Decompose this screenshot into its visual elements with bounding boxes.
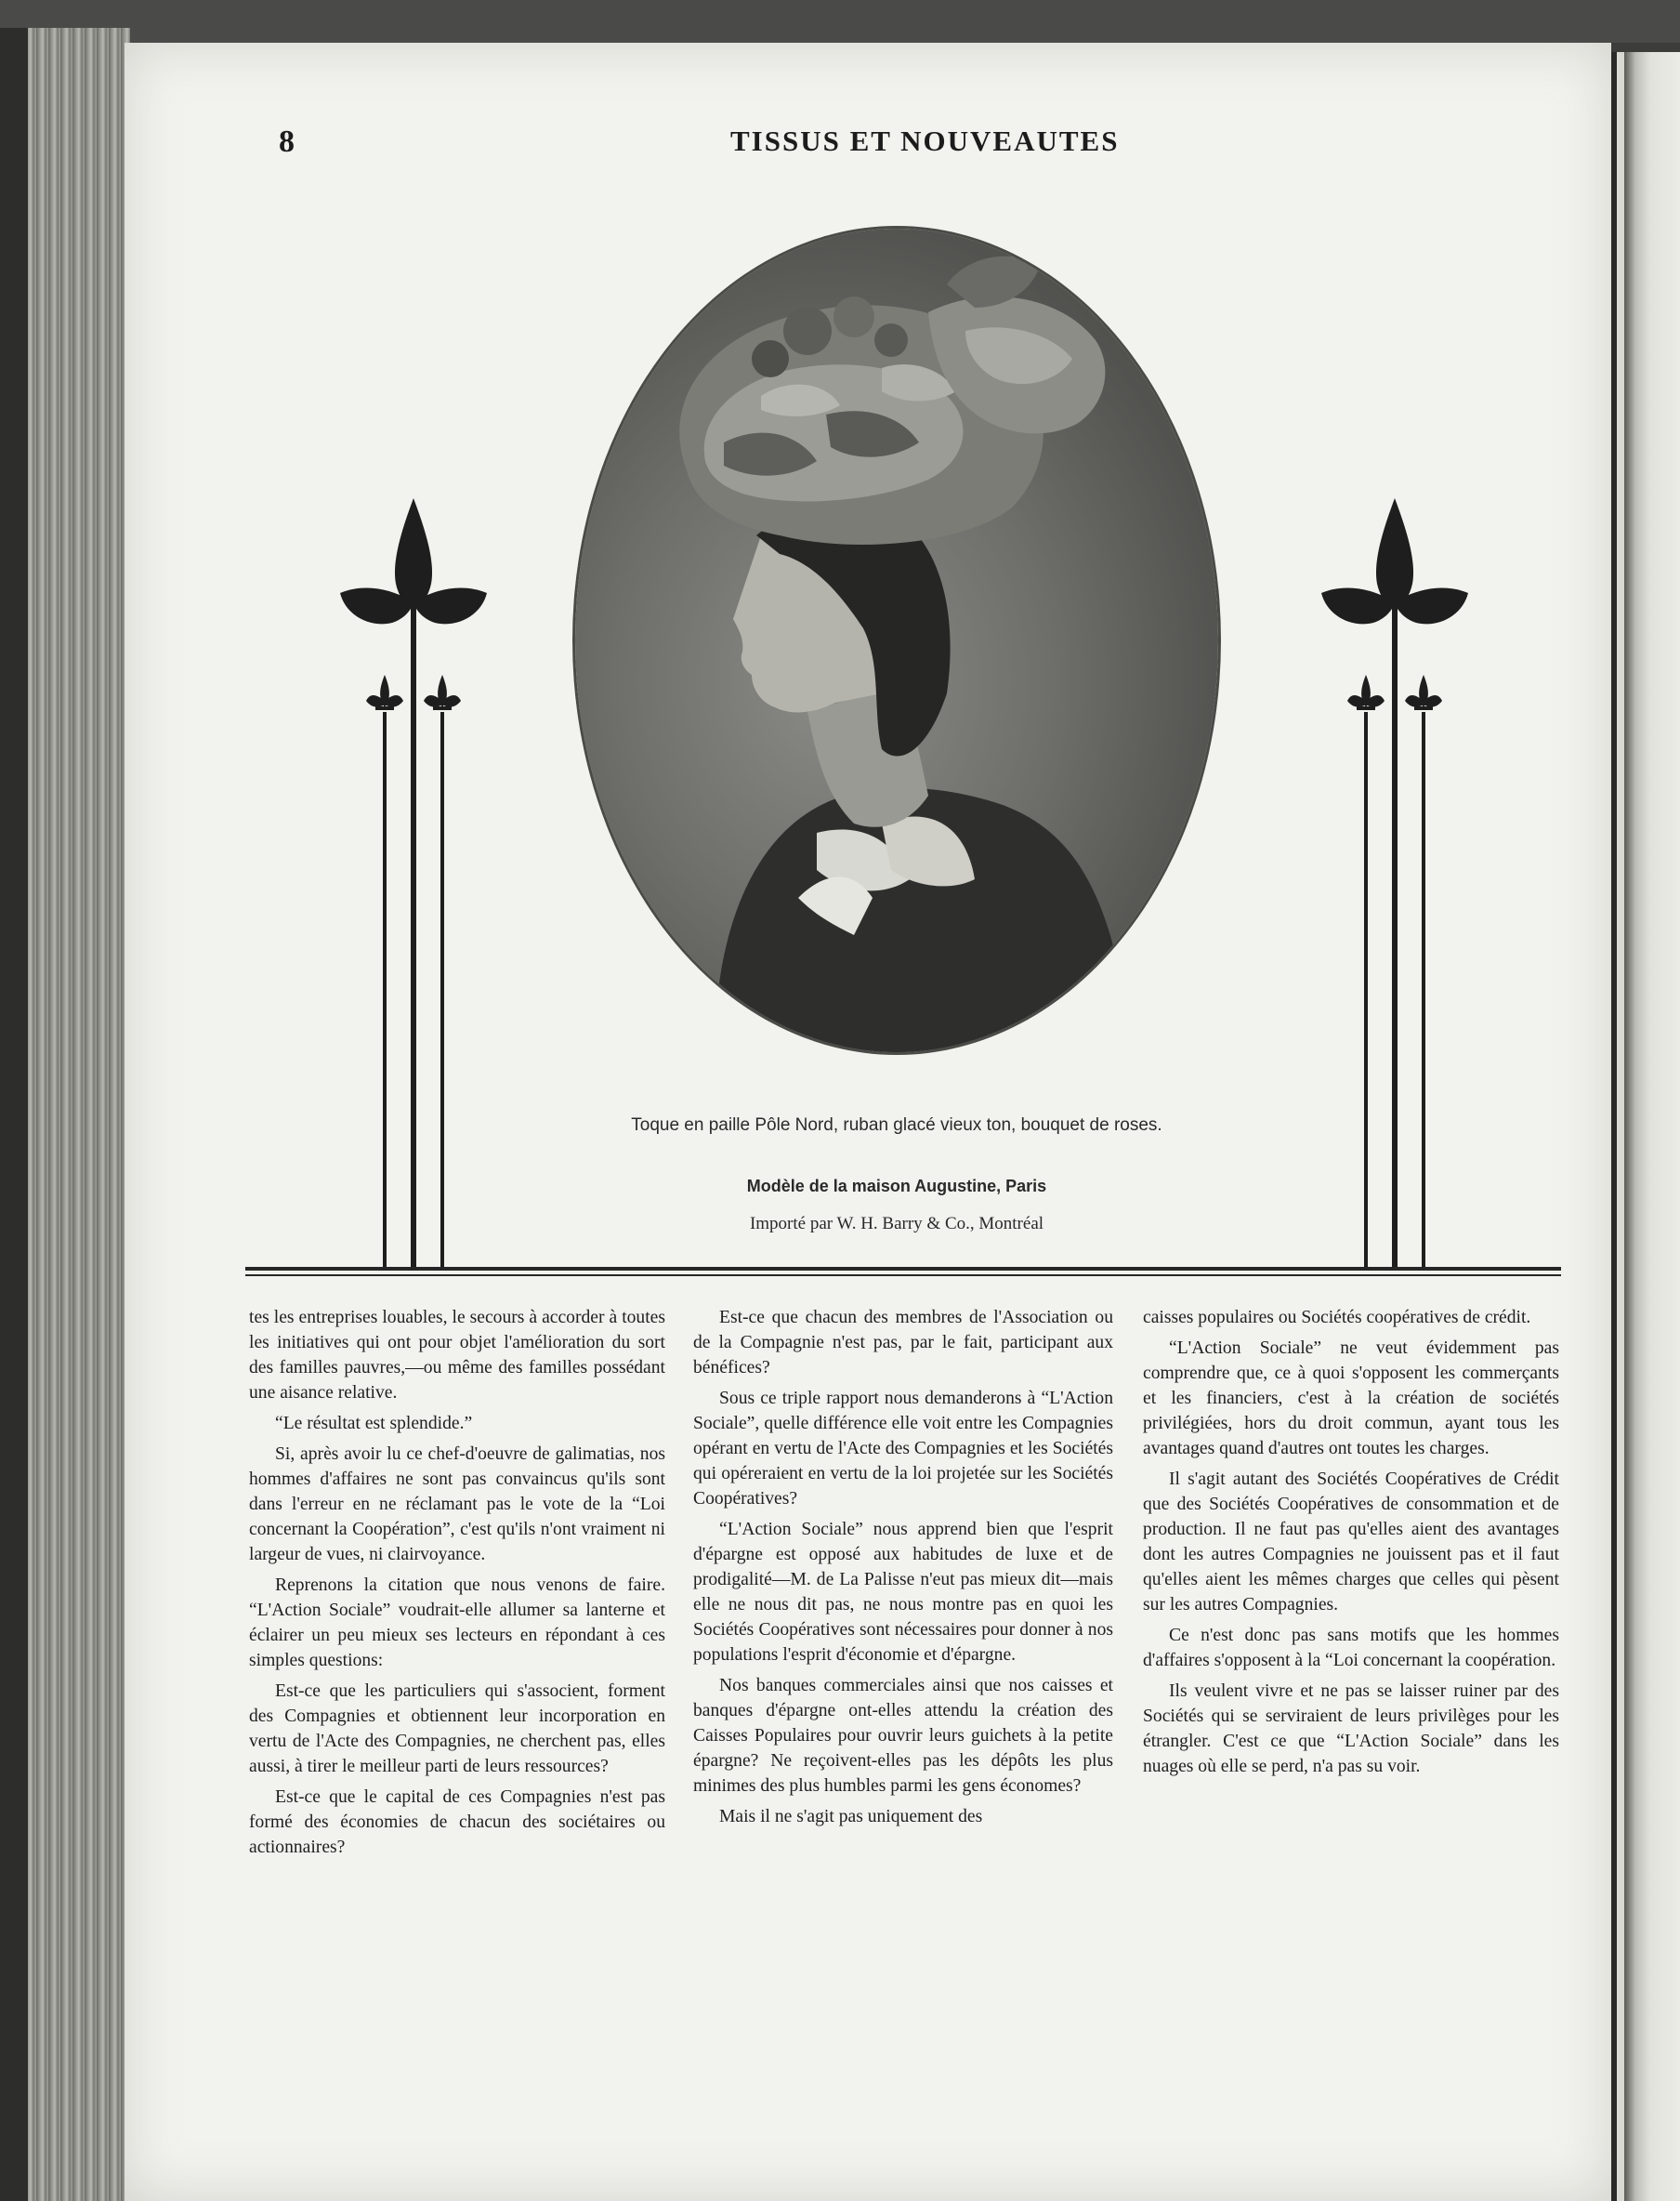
scanner-background xyxy=(0,0,1680,43)
paragraph: Sous ce triple rapport nous demanderons à “L'Action Sociale”, quelle différence elle voit entre les Compagnies opérant en vertu de l'Acte des Compagnies et les Sociétés qui opéreraient en vertu de la loi projetée sur les Sociétés Coopératives? xyxy=(693,1389,1113,1509)
page-number: 8 xyxy=(279,125,295,159)
section-divider-thick xyxy=(245,1267,1561,1271)
paragraph: “L'Action Sociale” nous apprend bien que l'esprit d'épargne est opposé aux habitudes de luxe et de prodigalité—M. de La Palisse n'eut pas mieux dit—mais elle ne nous dit pas, ne nous montre pas en quoi les Sociétés Coopératives sont nécessaires pour donner à nos populations l'esprit d'économie et d'épargne. xyxy=(693,1520,1113,1665)
paragraph: Ils veulent vivre et ne pas se laisser ruiner par des Sociétés qui se serviraient de leurs privilèges pour les étrangler. C'est ce que “L'Action Sociale” dans les nuages où elle se perd, n'a pas su voir. xyxy=(1143,1681,1559,1776)
caption-importer: Importé par W. H. Barry & Co., Montréal xyxy=(749,1214,1044,1233)
paragraph: Reprenons la citation que nous venons de faire. “L'Action Sociale” voudrait-elle allumer sa lanterne et éclairer un peu mieux ses lecteurs en répondant à ces simples questions: xyxy=(249,1575,665,1670)
binding-shadow xyxy=(0,28,28,2201)
article-column-1 xyxy=(249,1305,665,1865)
section-divider-thin xyxy=(245,1274,1561,1276)
art-nouveau-ornament-right xyxy=(1316,498,1474,1270)
portrait-photo xyxy=(575,229,1218,1052)
paragraph: Nos banques commerciales ainsi que nos caisses et banques d'épargne ont-elles attendu la création des Caisses Populaires pour ouvrir leurs guichets à la petite épargne? Ne reçoivent-elles pas les dépôts les plus minimes des plus humbles parmi les gens économes? xyxy=(693,1676,1113,1796)
paragraph: Est-ce que le capital de ces Compagnies n'est pas formé des économies de chacun des sociétaires ou actionnaires? xyxy=(249,1787,665,1857)
stacked-page-edges-right xyxy=(1604,52,1680,2201)
portrait-illustration xyxy=(575,229,1218,1052)
paragraph: Est-ce que les particuliers qui s'associent, forment des Compagnies et obtiennent leur incorporation en vertu de l'Acte des Compagnies, ne cherchent pas, elles aussi, à tirer le meilleur parti de leurs ressources? xyxy=(249,1681,665,1776)
paragraph: tes les entreprises louables, le secours à accorder à toutes les initiatives qui ont pour objet l'amélioration du sort des familles pauvres,—ou même des familles possédant une aisance relative. xyxy=(249,1308,665,1403)
paragraph: Il s'agit autant des Sociétés Coopératives de Crédit que des Sociétés Coopératives de consommation et de production. Il ne faut pas qu'elles aient des avantages dont les autres Compagnies ne jouissent pas et il faut qu'elles aient les mêmes charges que celles qui pèsent sur les autres Compagnies. xyxy=(1143,1470,1559,1615)
caption-description: Toque en paille Pôle Nord, ruban glacé vieux ton, bouquet de roses. xyxy=(631,1115,1162,1135)
running-title: TISSUS ET NOUVEAUTES xyxy=(730,125,1120,157)
paragraph: “L'Action Sociale” ne veut évidemment pas comprendre que, ce à quoi s'opposent les commerçants et les financiers, c'est à la création de sociétés privilégiées, hors du droit commun, ayant tous les avantages quand d'autres ont toutes les charges. xyxy=(1143,1338,1559,1458)
paragraph: Ce n'est donc pas sans motifs que les hommes d'affaires s'opposent à la “Loi concernant la coopération. xyxy=(1143,1626,1559,1670)
paragraph: Est-ce que chacun des membres de l'Association ou de la Compagnie n'est pas, par le fait, participant aux bénéfices? xyxy=(693,1308,1113,1377)
art-nouveau-ornament-left xyxy=(335,498,492,1270)
paragraph: Si, après avoir lu ce chef-d'oeuvre de galimatias, nos hommes d'affaires ne sont pas convaincus qu'ils sont dans l'erreur en ne réclamant pas le vote de la “Loi concernant la Coopération”, c'est qu'ils n'ont vraiment ni largeur de vues, ni clairvoyance. xyxy=(249,1444,665,1564)
paragraph: Mais il ne s'agit pas uniquement des xyxy=(719,1807,983,1826)
caption-model: Modèle de la maison Augustine, Paris xyxy=(746,1177,1047,1195)
article-column-2 xyxy=(693,1305,1113,1835)
article-column-3 xyxy=(1143,1305,1559,1785)
paragraph: caisses populaires ou Sociétés coopératives de crédit. xyxy=(1143,1308,1531,1327)
paragraph: “Le résultat est splendide.” xyxy=(275,1414,473,1433)
